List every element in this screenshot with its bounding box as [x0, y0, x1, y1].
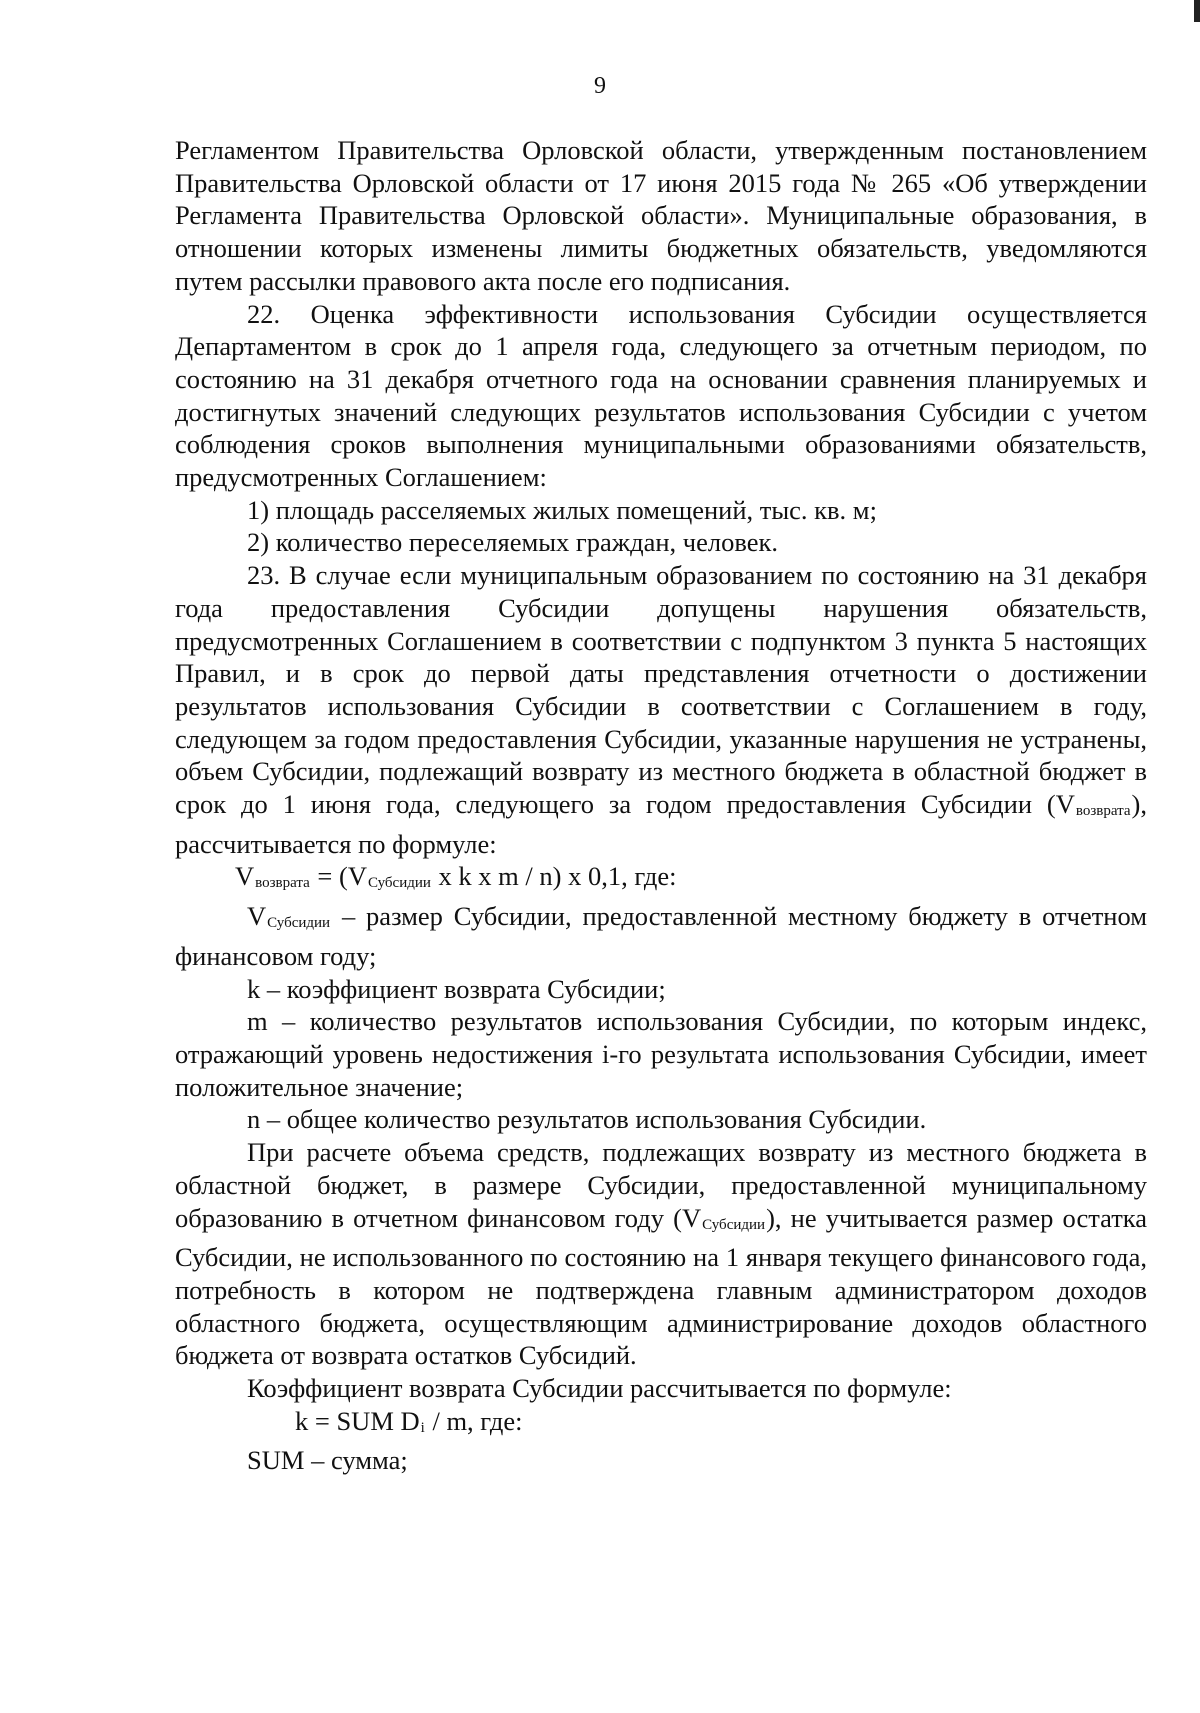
- paragraph-23-subscript: возврата: [1075, 803, 1131, 820]
- page-number: 9: [594, 73, 606, 99]
- paragraph-23-end: ), рассчитывается по формуле:: [175, 789, 1147, 859]
- formula-return-volume: [175, 860, 1147, 900]
- formula-2-rest: / m, где:: [425, 1405, 523, 1436]
- formula-1-mid: = (V: [310, 861, 367, 892]
- formula-2-sub: i: [420, 1419, 425, 1436]
- calculation-note-text: При расчете объема средств, подлежащих возврату из местного бюджета в областной бюджет, в размере Субсидии, предоставленной муниципальному образованию в отчетном финансовом году (V: [175, 1137, 1147, 1233]
- definition-n: n – общее количество результатов использования Субсидии.: [247, 1104, 927, 1135]
- formula-coefficient: [175, 1405, 1147, 1445]
- paragraph-calculation-note: [175, 1136, 1147, 1372]
- list-item-1: 1) площадь расселяемых жилых помещений, тыс. кв. м;: [247, 494, 877, 525]
- definition-v-subsidy: [175, 900, 1147, 972]
- formula-2-start: k = SUM D: [295, 1405, 420, 1436]
- definition-v-text: – размер Субсидии, предоставленной местному бюджету в отчетном финансовом году;: [175, 901, 1147, 971]
- paragraph-coefficient-intro: Коэффициент возврата Субсидии рассчитывается по формуле:: [247, 1373, 952, 1404]
- paragraph-23: [175, 559, 1147, 860]
- list-item-2: 2) количество переселяемых граждан, человек.: [247, 527, 778, 558]
- definition-sum: SUM – сумма;: [247, 1445, 408, 1476]
- document-body: [175, 134, 1147, 1477]
- calculation-note-subscript: Субсидии: [702, 1216, 766, 1233]
- formula-1-sub-1: возврата: [255, 875, 310, 892]
- definition-v-symbol: V: [247, 901, 267, 932]
- paragraph-23-text: 23. В случае если муниципальным образованием по состоянию на 31 декабря года предоставления Субсидии допущены нарушения обязательств, предусмотренных Соглашением в соответствии с подпунктом 3 пункта 5 настоящих Правил, и в срок до первой даты представления отчетности о достижении результатов использования Субсидии в соответствии с Соглашением в году, следующем за годом предоставления Субсидии, указанные нарушения не устранены, объем Субсидии, подлежащий возврату из местного бюджета в областной бюджет в срок до 1 июня года, следующего за годом предоставления Субсидии (V: [175, 560, 1147, 820]
- formula-1-rest: x k x m / n) x 0,1, где:: [431, 861, 677, 892]
- definition-v-subscript: Субсидии: [267, 915, 331, 932]
- definition-k: k – коэффициент возврата Субсидии;: [247, 973, 666, 1004]
- paragraph-22: 22. Оценка эффективности использования Субсидии осуществляется Департаментом в срок до 1 апреля года, следующего за отчетным периодом, по состоянию на 31 декабря отчетного года на основании сравнения планируемых и достигнутых значений следующих результатов использования Субсидии с учетом соблюдения сроков выполнения муниципальными образованиями обязательств, предусмотренных Соглашением:: [175, 298, 1147, 493]
- definition-m: m – количество результатов использования Субсидии, по которым индекс, отражающий уровень недостижения i-го результата использования Субсидии, имеет положительное значение;: [175, 1006, 1147, 1102]
- calculation-note-end: ), не учитывается размер остатка Субсидии, не использованного по состоянию на 1 января текущего финансового года, потребность в котором не подтверждена главным администратором доходов областного бюджета, осуществляющим администрирование доходов областного бюджета от возврата остатков Субсидий.: [175, 1202, 1148, 1371]
- scan-edge-mark: [1194, 0, 1200, 22]
- formula-1-v: V: [235, 861, 255, 892]
- formula-1-sub-2: Субсидии: [367, 875, 431, 892]
- paragraph-continued: Регламентом Правительства Орловской области, утвержденным постановлением Правительства Орловской области от 17 июня 2015 года № 265 «Об утверждении Регламента Правительства Орловской области». Муниципальные образования, в отношении которых изменены лимиты бюджетных обязательств, уведомляются путем рассылки правового акта после его подписания.: [175, 135, 1147, 296]
